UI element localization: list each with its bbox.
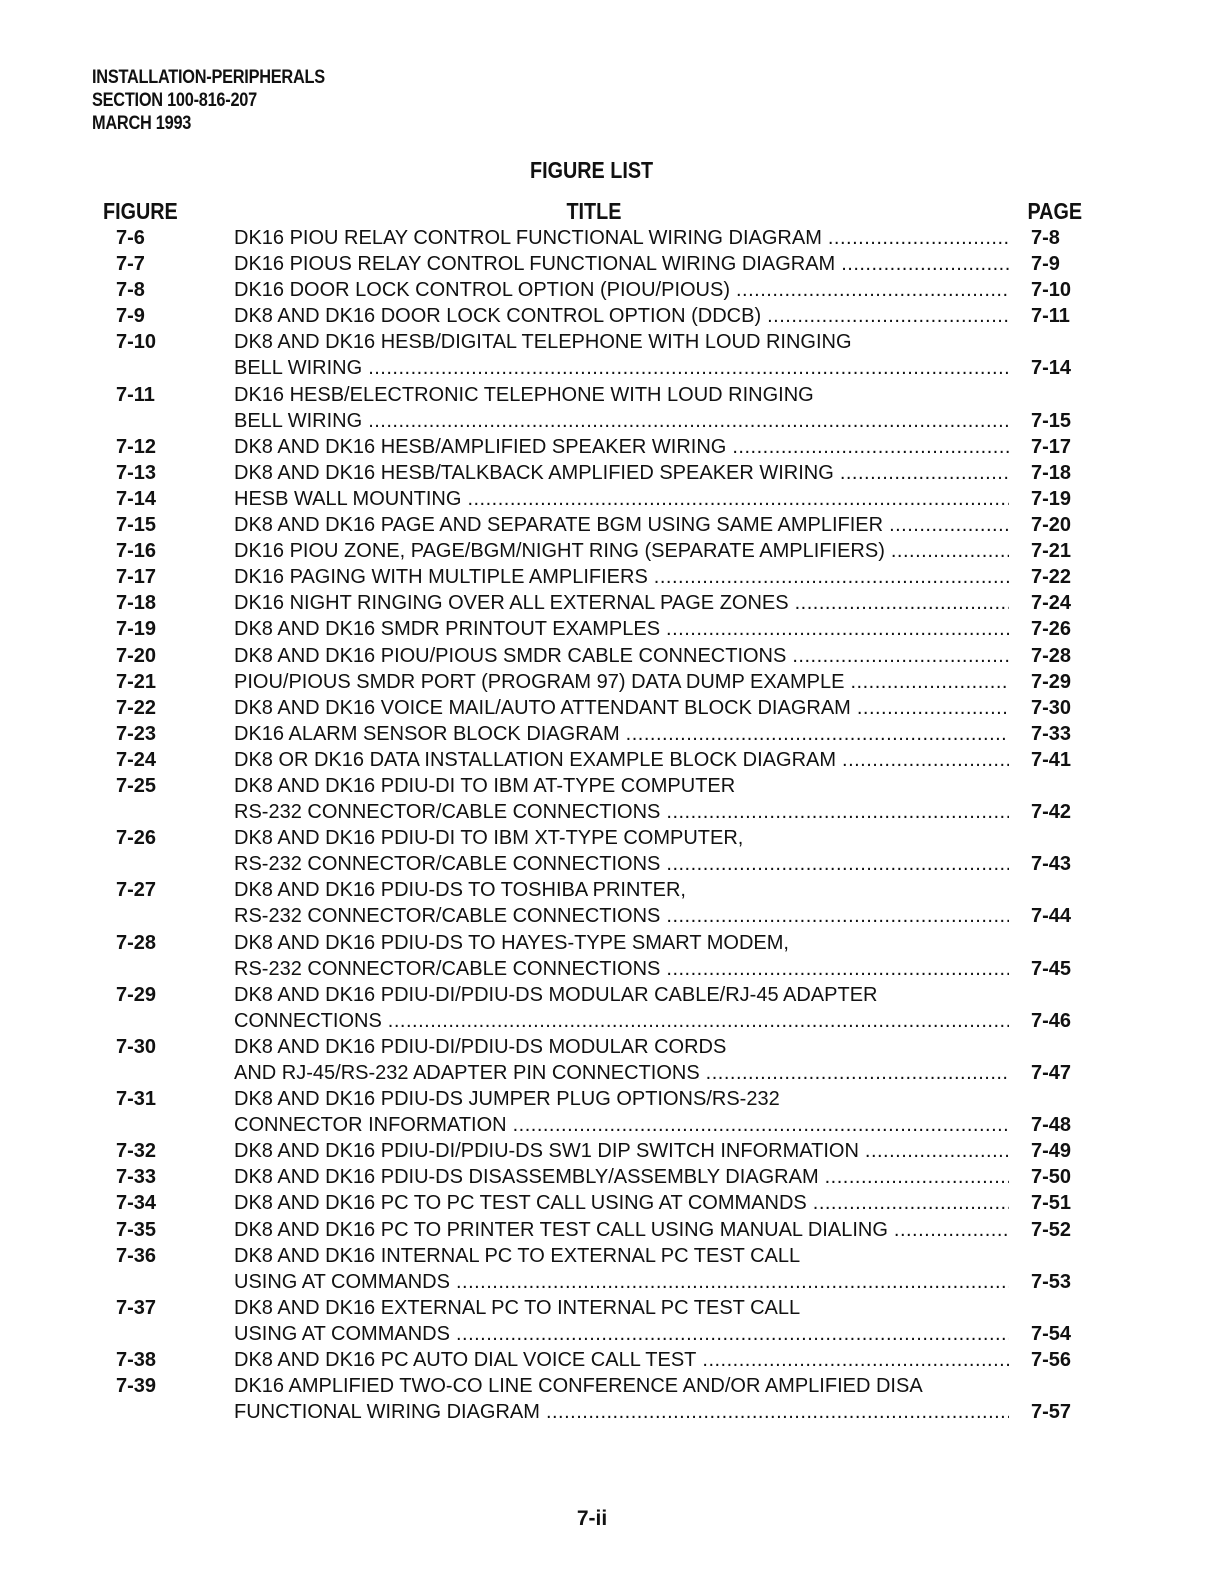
figure-number: 7-34: [116, 1192, 157, 1215]
figure-list-row: [0, 1373, 1222, 1425]
figure-number: 7-38: [116, 1349, 157, 1372]
figure-page-number: 7-9: [1031, 253, 1060, 276]
figure-title: [234, 1347, 1009, 1373]
figure-number: 7-17: [116, 566, 157, 589]
column-header-page: [1020, 197, 1090, 225]
figure-title-line: [234, 1295, 1009, 1321]
figure-list-row: [0, 329, 1222, 381]
figure-title-text: DK8 AND DK16 PDIU-DI TO IBM AT-TYPE COMPUTER: [234, 774, 736, 797]
figure-title-text: DK8 AND DK16 PDIU-DS JUMPER PLUG OPTIONS/RS-232: [234, 1088, 780, 1111]
dot-leader: [540, 1399, 1009, 1425]
figure-list-row: [0, 825, 1222, 877]
dot-leader: [660, 903, 1009, 929]
figure-title: [234, 460, 1009, 486]
figure-title: [234, 486, 1009, 512]
figure-title: [234, 564, 1009, 590]
dot-leader: [660, 616, 1009, 642]
figure-title: [234, 877, 1009, 929]
dot-leader: [450, 1321, 1009, 1347]
figure-number: 7-31: [116, 1088, 157, 1111]
figure-page-number: 7-24: [1031, 592, 1072, 615]
dot-leader: [888, 1217, 1009, 1243]
header-document-type: INSTALLATION-PERIPHERALS: [92, 67, 325, 88]
figure-title-line: [234, 982, 1009, 1008]
figure-title: [234, 512, 1009, 538]
figure-title-continuation: RS-232 CONNECTOR/CABLE CONNECTIONS: [234, 801, 661, 824]
figure-title-line: [234, 930, 1009, 956]
figure-page-number: 7-45: [1031, 957, 1072, 980]
figure-title: [234, 773, 1009, 825]
figure-title: [234, 329, 1009, 381]
figure-number: 7-23: [116, 722, 157, 745]
figure-title-line: [234, 721, 1009, 747]
dot-leader: [648, 564, 1009, 590]
figure-number: 7-10: [116, 331, 157, 354]
figure-title-line: [234, 956, 1009, 982]
figure-title-continuation: BELL WIRING: [234, 409, 363, 432]
figure-title-text: DK8 AND DK16 PIOU/PIOUS SMDR CABLE CONNECTIONS: [234, 644, 787, 667]
figure-title: [234, 251, 1009, 277]
figure-title-text: DK8 AND DK16 HESB/DIGITAL TELEPHONE WITH LOUD RINGING: [234, 331, 852, 354]
figure-title-continuation: RS-232 CONNECTOR/CABLE CONNECTIONS: [234, 853, 661, 876]
figure-list-row: [0, 486, 1222, 512]
dot-leader: [835, 251, 1009, 277]
figure-title: [234, 1243, 1009, 1295]
figure-page-number: 7-57: [1031, 1401, 1072, 1424]
figure-list-row: [0, 721, 1222, 747]
dot-leader: [450, 1269, 1009, 1295]
figure-title-text: DK8 AND DK16 PDIU-DI TO IBM XT-TYPE COMPUTER,: [234, 827, 744, 850]
figure-title-continuation: CONNECTOR INFORMATION: [234, 1114, 507, 1137]
column-header-figure-text: FIGURE: [103, 198, 178, 224]
figure-title-line: [234, 1373, 1009, 1399]
figure-number: 7-13: [116, 461, 157, 484]
figure-list-row: [0, 1190, 1222, 1216]
figure-title-line: [234, 277, 1009, 303]
figure-title-line: [234, 303, 1009, 329]
figure-title: [234, 982, 1009, 1034]
figure-title: [234, 277, 1009, 303]
figure-list-row: [0, 277, 1222, 303]
figure-number: 7-11: [116, 383, 155, 406]
dot-leader: [726, 434, 1009, 460]
figure-title-line: [234, 1190, 1009, 1216]
figure-number: 7-14: [116, 487, 157, 510]
figure-title-line: [234, 1060, 1009, 1086]
figure-title-text: DK8 AND DK16 INTERNAL PC TO EXTERNAL PC TEST CALL: [234, 1244, 801, 1267]
figure-title-text: DK8 AND DK16 PDIU-DI/PDIU-DS SW1 DIP SWITCH INFORMATION: [234, 1140, 859, 1163]
figure-title-text: HESB WALL MOUNTING: [234, 487, 462, 510]
figure-title-line: [234, 1164, 1009, 1190]
figure-list-row: [0, 538, 1222, 564]
figure-list-row: [0, 930, 1222, 982]
figure-page-number: 7-22: [1031, 566, 1072, 589]
figure-list-row: [0, 382, 1222, 434]
figure-number: 7-37: [116, 1296, 157, 1319]
figure-page-number: 7-41: [1031, 748, 1072, 771]
figure-title-line: [234, 408, 1009, 434]
figure-number: 7-6: [116, 227, 145, 249]
figure-title-line: [234, 825, 1009, 851]
figure-page-number: 7-18: [1031, 461, 1072, 484]
figure-list-row: [0, 616, 1222, 642]
figure-title-line: [234, 669, 1009, 695]
figure-list-row: [0, 303, 1222, 329]
figure-title: [234, 1190, 1009, 1216]
figure-number: 7-12: [116, 435, 157, 458]
figure-title-text: DK16 DOOR LOCK CONTROL OPTION (PIOU/PIOUS): [234, 279, 730, 302]
figure-number: 7-24: [116, 748, 157, 771]
figure-list-row: [0, 747, 1222, 773]
figure-list-row: [0, 1295, 1222, 1347]
figure-title-text: DK8 AND DK16 HESB/TALKBACK AMPLIFIED SPEAKER WIRING: [234, 461, 834, 484]
figure-title-text: DK16 AMPLIFIED TWO-CO LINE CONFERENCE AND/OR AMPLIFIED DISA: [234, 1375, 923, 1398]
figure-page-number: 7-14: [1031, 357, 1072, 380]
figure-number: 7-21: [116, 670, 157, 693]
figure-title: [234, 1164, 1009, 1190]
dot-leader: [700, 1060, 1009, 1086]
dot-leader: [836, 747, 1009, 773]
figure-page-number: 7-43: [1031, 853, 1072, 876]
header-section-number: SECTION 100-816-207: [92, 90, 257, 111]
figure-list-row: [0, 643, 1222, 669]
figure-title-text: PIOU/PIOUS SMDR PORT (PROGRAM 97) DATA DUMP EXAMPLE: [234, 670, 845, 693]
figure-number: 7-28: [116, 931, 157, 954]
figure-page-number: 7-29: [1031, 670, 1072, 693]
figure-page-number: 7-46: [1031, 1009, 1072, 1032]
figure-page-number: 7-17: [1031, 435, 1072, 458]
figure-page-number: 7-30: [1031, 696, 1072, 719]
dot-leader: [834, 460, 1009, 486]
dot-leader: [660, 956, 1009, 982]
figure-list-row: [0, 877, 1222, 929]
figure-title-text: DK16 PIOU RELAY CONTROL FUNCTIONAL WIRING DIAGRAM: [234, 227, 822, 249]
figure-title-line: [234, 538, 1009, 564]
figure-title-text: DK16 PAGING WITH MULTIPLE AMPLIFIERS: [234, 566, 648, 589]
dot-leader: [620, 721, 1009, 747]
figure-page-number: 7-44: [1031, 905, 1072, 928]
figure-title-text: DK8 AND DK16 SMDR PRINTOUT EXAMPLES: [234, 618, 661, 641]
figure-number: 7-8: [116, 279, 145, 302]
figure-page-number: 7-50: [1031, 1166, 1072, 1189]
figure-title-text: DK8 AND DK16 PC TO PC TEST CALL USING AT COMMANDS: [234, 1192, 807, 1215]
figure-page-number: 7-26: [1031, 618, 1072, 641]
dot-leader: [730, 277, 1009, 303]
figure-title: [234, 225, 1009, 251]
dot-leader: [885, 538, 1009, 564]
dot-leader: [819, 1164, 1009, 1190]
figure-list-row: [0, 251, 1222, 277]
figure-title-text: DK8 AND DK16 PDIU-DS TO TOSHIBA PRINTER,: [234, 879, 686, 902]
figure-title-text: DK8 AND DK16 EXTERNAL PC TO INTERNAL PC TEST CALL: [234, 1296, 801, 1319]
figure-title-text: DK8 AND DK16 HESB/AMPLIFIED SPEAKER WIRING: [234, 435, 727, 458]
figure-list-row: [0, 590, 1222, 616]
figure-title-line: [234, 1321, 1009, 1347]
header-date: MARCH 1993: [92, 113, 192, 134]
figure-title-line: [234, 329, 1009, 355]
figure-page-number: 7-52: [1031, 1218, 1072, 1241]
figure-title-line: [234, 1347, 1009, 1373]
figure-title-text: DK8 AND DK16 VOICE MAIL/AUTO ATTENDANT BLOCK DIAGRAM: [234, 696, 851, 719]
figure-list-row: [0, 695, 1222, 721]
figure-number: 7-19: [116, 618, 157, 641]
figure-title-line: [234, 460, 1009, 486]
figure-title: [234, 721, 1009, 747]
figure-title: [234, 1034, 1009, 1086]
figure-title: [234, 747, 1009, 773]
figure-number: 7-39: [116, 1375, 157, 1398]
figure-title-line: [234, 355, 1009, 381]
column-header-page-text: PAGE: [1027, 198, 1083, 224]
figure-number: 7-36: [116, 1244, 157, 1267]
figure-title-line: [234, 851, 1009, 877]
document-header: [92, 66, 325, 135]
figure-title-line: [234, 251, 1009, 277]
figure-number: 7-9: [116, 305, 145, 328]
figure-number: 7-22: [116, 696, 157, 719]
figure-title-continuation: CONNECTIONS: [234, 1009, 382, 1032]
figure-page-number: 7-10: [1031, 279, 1072, 302]
figure-title: [234, 825, 1009, 877]
figure-title-text: DK8 AND DK16 PDIU-DI/PDIU-DS MODULAR CABLE/RJ-45 ADAPTER: [234, 983, 878, 1006]
figure-title-line: [234, 1086, 1009, 1112]
figure-title-line: [234, 877, 1009, 903]
figure-number: 7-16: [116, 540, 157, 563]
dot-leader: [507, 1112, 1009, 1138]
figure-title-text: DK16 HESB/ELECTRONIC TELEPHONE WITH LOUD RINGING: [234, 383, 814, 406]
figure-list-row: [0, 982, 1222, 1034]
figure-title-line: [234, 590, 1009, 616]
figure-page-number: 7-19: [1031, 487, 1072, 510]
dot-leader: [461, 486, 1009, 512]
figure-list-row: [0, 512, 1222, 538]
figure-title-line: [234, 1008, 1009, 1034]
figure-list-row: [0, 460, 1222, 486]
figure-title-line: [234, 486, 1009, 512]
dot-leader: [382, 1008, 1009, 1034]
figure-list-row: [0, 1138, 1222, 1164]
figure-title: [234, 669, 1009, 695]
dot-leader: [859, 1138, 1009, 1164]
dot-leader: [660, 799, 1009, 825]
figure-number: 7-30: [116, 1035, 157, 1058]
figure-page-number: 7-51: [1031, 1192, 1072, 1215]
figure-title: [234, 303, 1009, 329]
figure-list: [0, 225, 1222, 1425]
figure-number: 7-26: [116, 827, 157, 850]
figure-page-number: 7-11: [1031, 305, 1070, 328]
figure-title-text: DK8 AND DK16 PAGE AND SEPARATE BGM USING SAME AMPLIFIER: [234, 514, 884, 537]
figure-title: [234, 695, 1009, 721]
figure-title: [234, 616, 1009, 642]
figure-list-row: [0, 1034, 1222, 1086]
figure-title-line: [234, 512, 1009, 538]
figure-title-line: [234, 903, 1009, 929]
figure-title-line: [234, 747, 1009, 773]
dot-leader: [660, 851, 1009, 877]
figure-list-row: [0, 225, 1222, 251]
figure-number: 7-25: [116, 774, 157, 797]
figure-title: [234, 538, 1009, 564]
figure-page-number: 7-47: [1031, 1062, 1072, 1084]
figure-title-text: DK8 AND DK16 DOOR LOCK CONTROL OPTION (DDCB): [234, 305, 762, 328]
figure-title-text: DK8 AND DK16 PDIU-DI/PDIU-DS MODULAR CORDS: [234, 1035, 727, 1058]
figure-title-line: [234, 643, 1009, 669]
figure-list-heading-text: FIGURE LIST: [530, 157, 654, 183]
figure-title-continuation: USING AT COMMANDS: [234, 1322, 450, 1345]
figure-title-continuation: AND RJ-45/RS-232 ADAPTER PIN CONNECTIONS: [234, 1062, 700, 1084]
figure-list-row: [0, 1086, 1222, 1138]
figure-title-text: DK16 ALARM SENSOR BLOCK DIAGRAM: [234, 722, 620, 745]
figure-page-number: 7-21: [1031, 540, 1072, 563]
figure-page-number: 7-8: [1031, 227, 1060, 249]
figure-title-text: DK8 AND DK16 PDIU-DS DISASSEMBLY/ASSEMBLY DIAGRAM: [234, 1166, 819, 1189]
figure-title-line: [234, 1034, 1009, 1060]
figure-title: [234, 643, 1009, 669]
figure-title-line: [234, 1399, 1009, 1425]
figure-title-continuation: RS-232 CONNECTOR/CABLE CONNECTIONS: [234, 957, 661, 980]
figure-number: 7-35: [116, 1218, 157, 1241]
figure-list-row: [0, 1217, 1222, 1243]
figure-number: 7-18: [116, 592, 157, 615]
figure-title: [234, 590, 1009, 616]
figure-title-text: DK8 AND DK16 PC AUTO DIAL VOICE CALL TEST: [234, 1349, 697, 1372]
figure-title-line: [234, 773, 1009, 799]
figure-title-text: DK8 OR DK16 DATA INSTALLATION EXAMPLE BLOCK DIAGRAM: [234, 748, 837, 771]
figure-page-number: 7-56: [1031, 1349, 1072, 1372]
figure-title-line: [234, 225, 1009, 251]
figure-title-line: [234, 1243, 1009, 1269]
dot-leader: [845, 669, 1010, 695]
figure-page-number: 7-33: [1031, 722, 1072, 745]
figure-page-number: 7-20: [1031, 514, 1072, 537]
dot-leader: [851, 695, 1009, 721]
figure-title-line: [234, 1138, 1009, 1164]
dot-leader: [883, 512, 1009, 538]
figure-number: 7-33: [116, 1166, 157, 1189]
figure-title-continuation: BELL WIRING: [234, 357, 363, 380]
figure-title-continuation: RS-232 CONNECTOR/CABLE CONNECTIONS: [234, 905, 661, 928]
figure-list-heading: [0, 156, 1184, 184]
figure-title-line: [234, 799, 1009, 825]
dot-leader: [362, 355, 1009, 381]
figure-title-line: [234, 1112, 1009, 1138]
dot-leader: [822, 225, 1009, 251]
column-header-title-text: TITLE: [566, 198, 622, 224]
figure-title: [234, 1217, 1009, 1243]
figure-page-number: 7-49: [1031, 1140, 1072, 1163]
figure-title: [234, 1373, 1009, 1425]
figure-title: [234, 1138, 1009, 1164]
dot-leader: [807, 1190, 1009, 1216]
figure-title: [234, 930, 1009, 982]
figure-list-row: [0, 1243, 1222, 1295]
figure-title-continuation: USING AT COMMANDS: [234, 1270, 450, 1293]
figure-title-line: [234, 1217, 1009, 1243]
dot-leader: [786, 643, 1009, 669]
figure-title-line: [234, 616, 1009, 642]
figure-list-row: [0, 773, 1222, 825]
figure-page-number: 7-28: [1031, 644, 1072, 667]
figure-page-number: 7-48: [1031, 1114, 1072, 1137]
figure-title-line: [234, 1269, 1009, 1295]
figure-title-text: DK16 PIOU ZONE, PAGE/BGM/NIGHT RING (SEPARATE AMPLIFIERS): [234, 540, 885, 563]
dot-leader: [696, 1347, 1009, 1373]
figure-list-row: [0, 434, 1222, 460]
figure-title-line: [234, 434, 1009, 460]
figure-title: [234, 1295, 1009, 1347]
figure-list-row: [0, 1164, 1222, 1190]
figure-title-text: DK16 PIOUS RELAY CONTROL FUNCTIONAL WIRING DIAGRAM: [234, 253, 836, 276]
figure-number: 7-32: [116, 1140, 157, 1163]
figure-title-line: [234, 564, 1009, 590]
figure-title-text: DK8 AND DK16 PC TO PRINTER TEST CALL USING MANUAL DIALING: [234, 1218, 888, 1241]
figure-number: 7-20: [116, 644, 157, 667]
dot-leader: [789, 590, 1009, 616]
page-number: 7-ii: [576, 1507, 608, 1530]
figure-page-number: 7-53: [1031, 1270, 1072, 1293]
figure-title: [234, 382, 1009, 434]
figure-title-line: [234, 382, 1009, 408]
figure-page-number: 7-15: [1031, 409, 1072, 432]
figure-list-row: [0, 564, 1222, 590]
column-header-title: [234, 197, 954, 225]
figure-title: [234, 1086, 1009, 1138]
figure-title: [234, 434, 1009, 460]
figure-list-row: [0, 669, 1222, 695]
column-header-figure: [103, 197, 190, 225]
dot-leader: [362, 408, 1009, 434]
figure-title-line: [234, 695, 1009, 721]
figure-number: 7-29: [116, 983, 157, 1006]
figure-number: 7-7: [116, 253, 145, 276]
figure-title-text: DK8 AND DK16 PDIU-DS TO HAYES-TYPE SMART MODEM,: [234, 931, 789, 954]
dot-leader: [761, 303, 1009, 329]
figure-title-text: DK16 NIGHT RINGING OVER ALL EXTERNAL PAGE ZONES: [234, 592, 789, 615]
figure-number: 7-27: [116, 879, 157, 902]
figure-list-row: [0, 1347, 1222, 1373]
figure-title-continuation: FUNCTIONAL WIRING DIAGRAM: [234, 1401, 540, 1424]
figure-page-number: 7-54: [1031, 1322, 1072, 1345]
figure-page-number: 7-42: [1031, 801, 1072, 824]
figure-number: 7-15: [116, 514, 157, 537]
